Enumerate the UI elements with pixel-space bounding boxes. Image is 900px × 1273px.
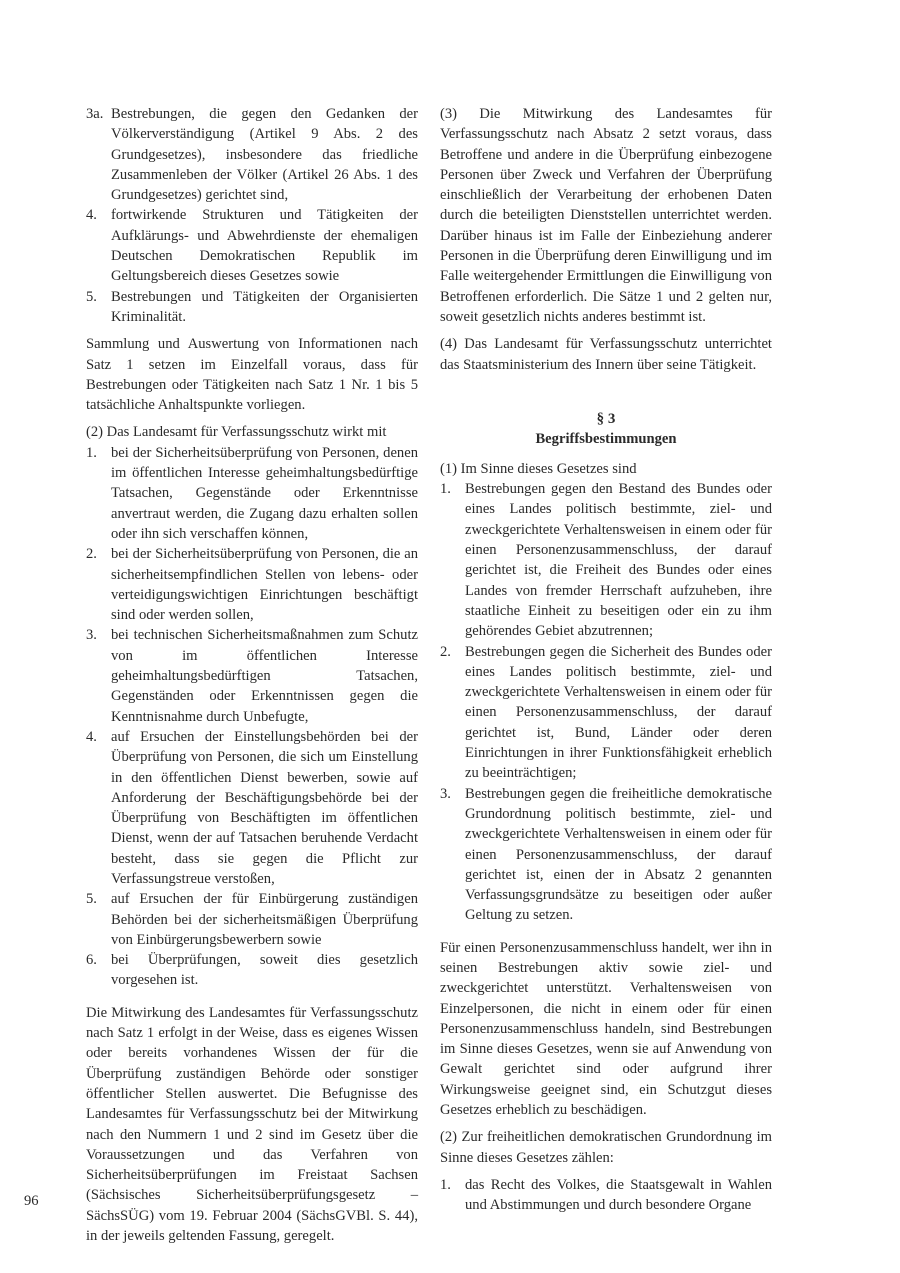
list-item xyxy=(440,642,772,784)
list-item xyxy=(86,950,418,991)
list-item-number: 2. xyxy=(86,546,97,563)
list-item xyxy=(86,443,418,544)
list-item-number: 3a. xyxy=(86,106,104,122)
list-item-number: 1. xyxy=(440,481,451,498)
list-item xyxy=(86,625,418,726)
list-item-number: 4. xyxy=(86,207,97,224)
list-item-number: 5. xyxy=(86,891,97,908)
list-item-text: Bestrebungen und Tätigkeiten der Organisierten Kriminalität. xyxy=(111,288,418,325)
section-heading xyxy=(440,409,772,449)
list-item-number: 4. xyxy=(86,728,97,745)
paragraph-intro: (1) Im Sinne dieses Gesetzes sind xyxy=(440,460,637,477)
list-item xyxy=(440,1175,772,1216)
list-item-text: Bestrebungen gegen den Bestand des Bundes oder eines Landes politisch bestimmte, ziel- und zweckgerichtete Verhaltensweisen in einem oder für einen Personenzusammenschluss, der darauf gerichtet ist, die Freiheit des Bundes oder eines Landes von fremder Herrschaft aufzuheben, ihre staatliche Einheit zu beseitigen oder ein zu ihm gehörendes Gebiet abzutrennen; xyxy=(465,481,772,640)
list-item xyxy=(86,889,418,950)
list-c xyxy=(440,479,772,926)
paragraph: (4) Das Landesamt für Verfassungsschutz unterrichtet das Staatsministerium des Innern über seine Tätigkeit. xyxy=(440,336,772,373)
list-item-text: auf Ersuchen der für Einbürgerung zuständigen Behörden bei der sicherheitsmäßigen Überprüfung von Einbürgerungsbewerbern sowie xyxy=(111,891,418,948)
list-a xyxy=(86,104,418,327)
list-item-text: bei der Sicherheitsüberprüfung von Personen, denen im öffentlichen Interesse geheimhaltungsbedürftige Tatsachen, Gegenstände oder Erkenntnisse anvertraut werden, die Zugang dazu erhalten sollen oder ihn sich verschaffen können, xyxy=(111,444,418,542)
list-item xyxy=(86,287,418,328)
paragraph: (2) Zur freiheitlichen demokratischen Grundordnung im Sinne dieses Gesetzes zählen: xyxy=(440,1129,772,1166)
list-item-text: bei Überprüfungen, soweit dies gesetzlich vorgesehen ist. xyxy=(111,952,418,989)
paragraph: (3) Die Mitwirkung des Landesamtes für Verfassungsschutz nach Absatz 2 setzt voraus, dass Betroffene und andere in die Überprüfung einbezogene Personen über Zweck und Verfahren der Überprüfung einschließlich der Verarbeitung der erhobenen Daten durch die beteiligten Dienststellen unterrichtet werden. Darüber hinaus ist im Falle der Einbeziehung anderer Personen in die Überprüfung deren Einwilligung und im Falle weitergehender Ermittlungen die Einwilligung von Betroffenen erforderlich. Die Sätze 1 und 2 gelten nur, soweit gesetzlich nichts anderes bestimmt ist. xyxy=(440,106,772,325)
left-column xyxy=(86,104,418,1253)
list-item xyxy=(86,544,418,625)
paragraph: Sammlung und Auswertung von Informationen nach Satz 1 setzen im Einzelfall voraus, dass für Bestrebungen oder Tätigkeiten nach Satz 1 Nr. 1 bis 5 tatsächliche Anhaltspunkte vorliegen. xyxy=(86,336,418,414)
list-item-number: 3. xyxy=(86,627,97,644)
list-item xyxy=(86,104,418,205)
section-number: § 3 xyxy=(596,410,616,427)
list-item-number: 1. xyxy=(440,1176,451,1193)
list-b xyxy=(86,443,418,991)
list-item-number: 6. xyxy=(86,952,97,969)
paragraph: Für einen Personenzusammenschluss handelt, wer ihn in seinen Bestrebungen aktiv sowie ziel- und zweckgerichtet unterstützt. Verhaltensweisen von Einzelpersonen, die nicht in einem oder für einen Personenzusammenschluss handeln, sind Bestrebungen im Sinne dieses Gesetzes, wenn sie auf Anwendung von Gewalt gerichtet sind oder aufgrund ihrer Wirkungsweise geeignet sind, ein Schutzgut dieses Gesetzes erheblich zu beschädigen. xyxy=(440,939,772,1119)
list-item-number: 3. xyxy=(440,785,451,802)
list-item xyxy=(440,784,772,926)
list-item-text: auf Ersuchen der Einstellungsbehörden bei der Überprüfung von Personen, die sich um Einstellung in den öffentlichen Dienst bewerben, sowie auf Anforderung der Beschäftigungsbehörde bei der Überprüfung von Beschäftigten im öffentlichen Dienst, wenn der auf Tatsachen beruhende Verdacht besteht, dass sie gegen die Pflicht zur Verfassungstreue verstoßen, xyxy=(111,728,418,887)
page-number: 96 xyxy=(24,1193,39,1209)
list-item-number: 5. xyxy=(86,288,97,305)
list-item-text: Bestrebungen gegen die Sicherheit des Bundes oder eines Landes politisch bestimmte, ziel- und zweckgerichtete Verhaltensweisen in einem oder für einen Personenzusammenschluss, der darauf gerichtet ist, Bund, Länder oder deren Einrichtungen in ihrer Funktionsfähigkeit erheblich zu beeinträchtigen; xyxy=(465,643,772,782)
list-item xyxy=(86,727,418,889)
list-item-text: das Recht des Volkes, die Staatsgewalt in Wahlen und Abstimmungen und durch besondere Organe xyxy=(465,1176,772,1214)
right-column xyxy=(440,104,772,1223)
list-item xyxy=(440,479,772,641)
list-item-number: 1. xyxy=(86,444,97,461)
list-item xyxy=(86,205,418,286)
list-item-text: Bestrebungen, die gegen den Gedanken der Völkerverständigung (Artikel 9 Abs. 2 des Grundgesetzes), insbesondere das friedliche Zusammenleben der Völker (Artikel 26 Abs. 1 des Grundgesetzes) gerichtet sind, xyxy=(111,106,418,204)
list-item-text: fortwirkende Strukturen und Tätigkeiten der Aufklärungs- und Abwehrdienste der ehemaligen Deutschen Demokratischen Republik im Geltungsbereich dieses Gesetzes sowie xyxy=(111,207,418,285)
list-item-text: bei der Sicherheitsüberprüfung von Personen, die an sicherheitsempfindlichen Stellen von lebens- oder verteidigungswichtigen Einrichtungen beschäftigt sind oder werden sollen, xyxy=(111,546,418,624)
list-item-text: bei technischen Sicherheitsmaßnahmen zum Schutz von im öffentlichen Interesse geheimhaltungsbedürftigen Tatsachen, Gegenständen oder Erkenntnissen gegen die Kenntnisnahme durch Unbefugte, xyxy=(111,627,418,725)
list-item-text: Bestrebungen gegen die freiheitliche demokratische Grundordnung politisch bestimmte, ziel- und zweckgerichtete Verhaltensweisen in einem oder für einen Personenzusammenschluss, der darauf gerichtet ist, einen der in Absatz 2 genannten Verfassungsgrundsätze zu beseitigen oder außer Geltung zu setzen. xyxy=(465,785,772,924)
section-title: Begriffsbestimmungen xyxy=(535,430,677,447)
paragraph-intro: (2) Das Landesamt für Verfassungsschutz wirkt mit xyxy=(86,424,387,441)
paragraph: Die Mitwirkung des Landesamtes für Verfassungsschutz nach Satz 1 erfolgt in der Weise, dass es eigenes Wissen oder bereits vorhandenes Wissen der für die Überprüfung zuständigen Behörde oder sonstiger öffentlicher Stellen auswertet. Die Befugnisse des Landesamtes für Verfassungsschutz bei der Mitwirkung nach den Nummern 1 und 2 sind im Gesetz über die Voraussetzungen und das Verfahren von Sicherheitsüberprüfungen im Freistaat Sachsen (Sächsisches Sicherheitsüberprüfungsgesetz – SächsSÜG) vom 19. Februar 2004 (SächsGVBl. S. 44), in der jeweils geltenden Fassung, geregelt. xyxy=(86,1004,418,1245)
list-item-number: 2. xyxy=(440,643,451,660)
list-d xyxy=(440,1175,772,1216)
